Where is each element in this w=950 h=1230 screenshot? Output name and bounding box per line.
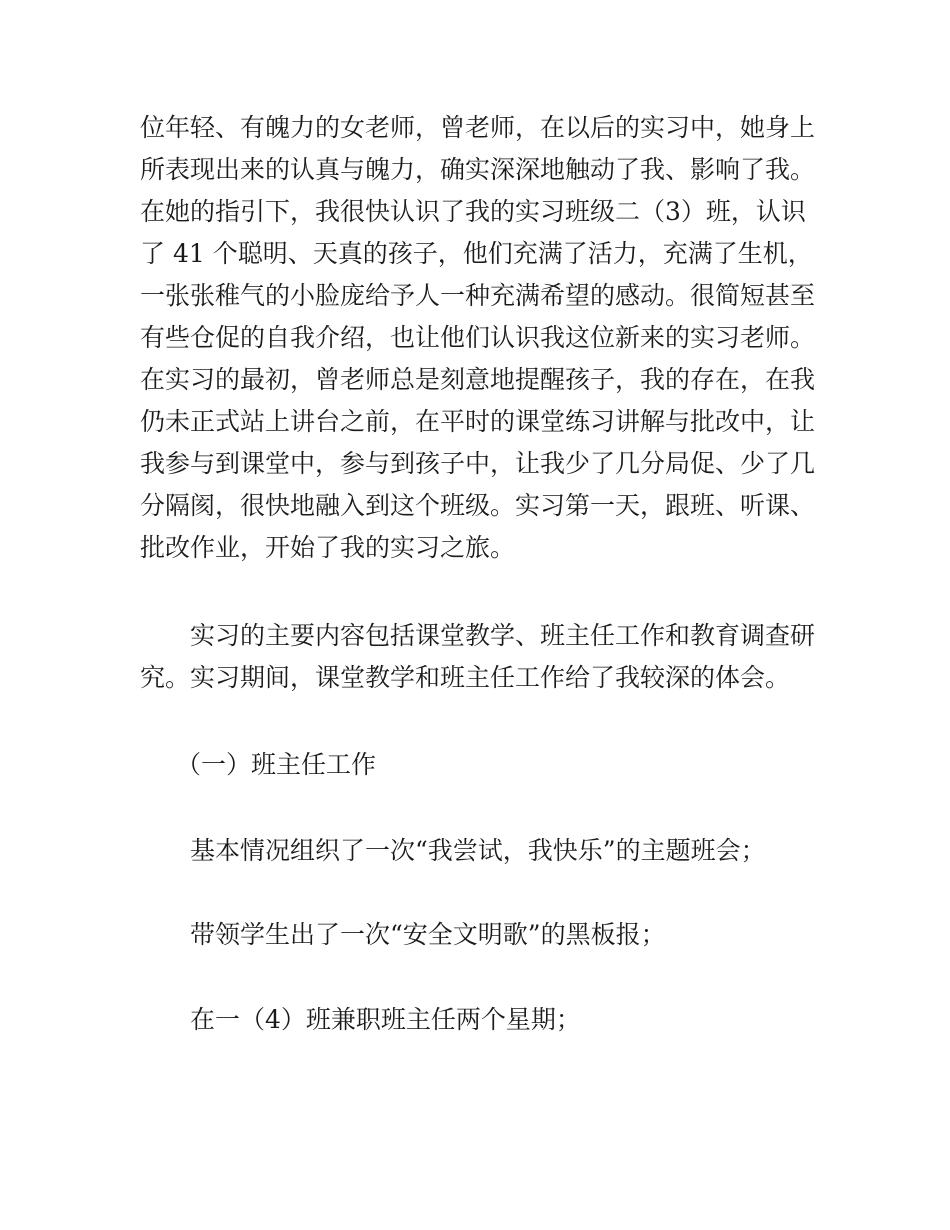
paragraph-line: 所表现出来的认真与魄力，确实深深地触动了我、影响了我。	[140, 155, 816, 184]
paragraph-line: 了 41 个聪明、天真的孩子，他们充满了活力，充满了生机，	[140, 239, 813, 268]
paragraph-line: 一张张稚气的小脸庞给予人一种充满希望的感动。很简短甚至	[140, 281, 816, 310]
paragraph-line: 我参与到课堂中，参与到孩子中，让我少了几分局促、少了几	[140, 449, 816, 478]
paragraph-line: 分隔阂，很快地融入到这个班级。实习第一天，跟班、听课、	[140, 491, 816, 520]
paragraph-line: 实习的主要内容包括课堂教学、班主任工作和教育调查研	[190, 621, 816, 650]
paragraph-line: 在实习的最初，曾老师总是刻意地提醒孩子，我的存在，在我	[140, 365, 816, 394]
list-item: 带领学生出了一次“安全文明歌”的黑板报；	[190, 920, 666, 949]
paragraph-line: 位年轻、有魄力的女老师，曾老师，在以后的实习中，她身上	[140, 113, 816, 142]
paragraph-line: 仍未正式站上讲台之前，在平时的课堂练习讲解与批改中，让	[140, 407, 816, 436]
list-item: 在一（4）班兼职班主任两个星期；	[190, 1005, 581, 1034]
paragraph-line: 有些仓促的自我介绍，也让他们认识我这位新来的实习老师。	[140, 323, 816, 352]
paragraph-line: 批改作业，开始了我的实习之旅。	[140, 533, 516, 562]
paragraph-line: 究。实习期间，课堂教学和班主任工作给了我较深的体会。	[140, 663, 791, 692]
list-item: 基本情况组织了一次“我尝试，我快乐”的主题班会；	[190, 836, 766, 865]
section-heading: （一）班主任工作	[176, 750, 377, 779]
paragraph-line: 在她的指引下，我很快认识了我的实习班级二（3）班，认识	[140, 197, 806, 226]
